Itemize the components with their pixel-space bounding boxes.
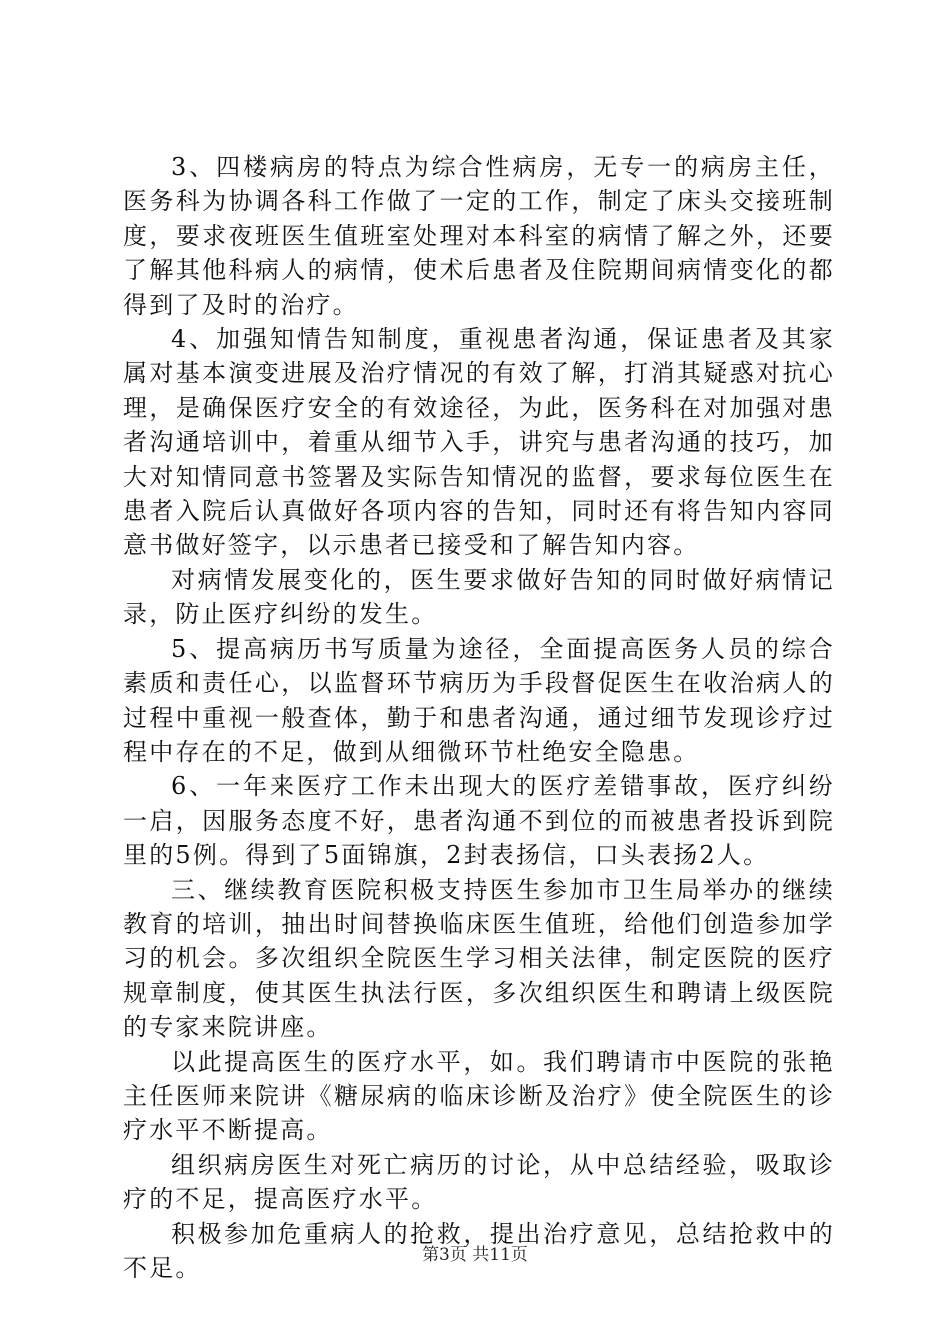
paragraph-item-6: 6、一年来医疗工作未出现大的医疗差错事故，医疗纠纷一启，因服务态度不好，患者沟通不到位的而被患者投诉到院里的5例。得到了5面锦旗，2封表扬信，口头表扬2人。 — [123, 772, 835, 870]
paragraph-item-3: 3、四楼病房的特点为综合性病房，无专一的病房主任，医务科为协调各科工作做了一定的工作，制定了床头交接班制度，要求夜班医生值班室处理对本科室的病情了解之外，还要了解其他科病人的病情，使术后患者及住院期间病情变化的都得到了及时的治疗。 — [123, 153, 835, 319]
document-body — [123, 150, 835, 1285]
page-number-footer: 第3页 共11页 — [422, 1245, 528, 1265]
paragraph-item-4: 4、加强知情告知制度，重视患者沟通，保证患者及其家属对基本演变进展及治疗情况的有效了解，打消其疑惑对抗心理，是确保医疗安全的有效途径，为此，医务科在对加强对患者沟通培训中，着重从细节入手，讲究与患者沟通的技巧，加大对知情同意书签署及实际告知情况的监督，要求每位医生在患者入院后认真做好各项内容的告知，同时还有将告知内容同意书做好签字，以示患者已接受和了解告知内容。 — [123, 325, 835, 560]
paragraph-case-discussion: 组织病房医生对死亡病历的讨论，从中总结经验，吸取诊疗的不足，提高医疗水平。 — [123, 1150, 835, 1214]
paragraph-item-5: 5、提高病历书写质量为途径，全面提高医务人员的综合素质和责任心，以监督环节病历为手段督促医生在收治病人的过程中重视一般查体，勤于和患者沟通，通过细节发现诊疗过程中存在的不足，做到从细微环节杜绝安全隐患。 — [123, 634, 835, 766]
paragraph-section-3-continuing-education: 三、继续教育医院积极支持医生参加市卫生局举办的继续教育的培训，抽出时间替换临床医生值班，给他们创造参加学习的机会。多次组织全院医生学习相关法律，制定医院的医疗规章制度，使其医生执法行医，多次组织医生和聘请上级医院的专家来院讲座。 — [123, 875, 835, 1042]
paragraph-lecture: 以此提高医生的医疗水平，如。我们聘请市中医院的张艳主任医师来院讲《糖尿病的临床诊断及治疗》使全院医生的诊疗水平不断提高。 — [123, 1047, 835, 1145]
paragraph-condition-change: 对病情发展变化的，医生要求做好告知的同时做好病情记录，防止医疗纠纷的发生。 — [123, 565, 835, 629]
paragraph-rescue: 积极参加危重病人的抢救，提出治疗意见，总结抢救中的不足。 — [123, 1219, 835, 1282]
